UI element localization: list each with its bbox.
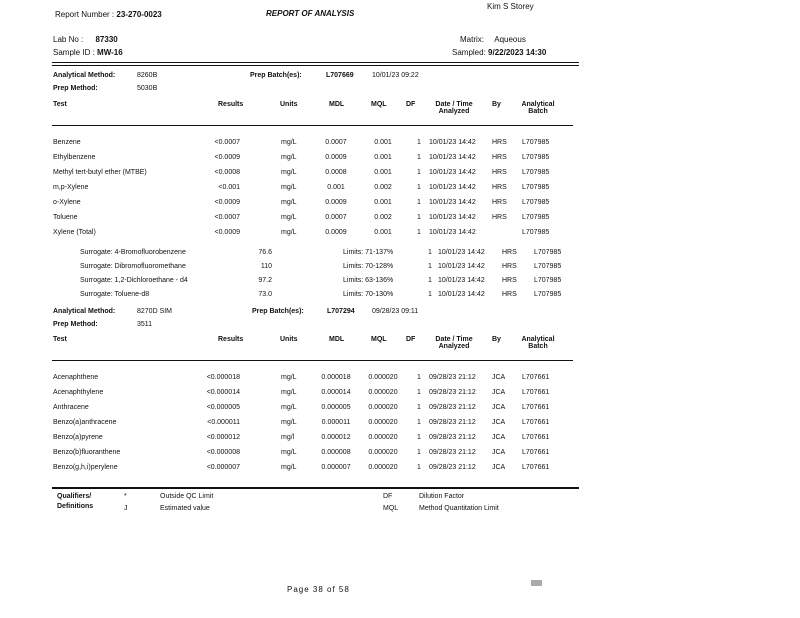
cell-batch: L707985 xyxy=(522,139,550,146)
cell-datetime: 10/01/23 14:42 xyxy=(429,229,476,236)
cell-mdl: 0.0007 xyxy=(325,214,347,221)
sample-id xyxy=(53,48,123,57)
s2-method: 8270D SIM xyxy=(137,308,173,315)
cell-result: <0.000012 xyxy=(206,434,240,441)
cell-mdl: 0.000018 xyxy=(321,374,351,381)
cell-df: 1 xyxy=(417,449,421,456)
cell-units: mg/L xyxy=(281,419,297,426)
surrogate-name: Surrogate: Toluene-d8 xyxy=(80,291,150,298)
surrogate-result: 110 xyxy=(260,263,272,270)
cell-mql: 0.000020 xyxy=(368,374,398,381)
cell-mdl: 0.001 xyxy=(327,184,345,191)
s1-prep-batch: L707669 xyxy=(326,72,354,79)
cell-by: JCA xyxy=(492,449,506,456)
cell-mql: 0.000020 xyxy=(368,449,398,456)
s1-prep-method-label: Prep Method: xyxy=(53,85,98,92)
cell-batch: L707661 xyxy=(522,374,550,381)
cell-test: Methyl tert-butyl ether (MTBE) xyxy=(53,169,147,176)
lab-no-value: 87330 xyxy=(95,35,118,44)
cell-df: 1 xyxy=(417,374,421,381)
matrix-label: Matrix: xyxy=(460,35,484,44)
page-number: Page 38 of 58 xyxy=(287,585,350,594)
cell-mdl: 0.0008 xyxy=(325,169,347,176)
s2-col-batch-1: Analytical xyxy=(521,336,555,343)
q2-symbol: J xyxy=(124,505,128,512)
cell-units: mg/L xyxy=(281,404,297,411)
surrogate-name: Surrogate: 4-Bromofluorobenzene xyxy=(80,249,186,256)
cell-batch: L707985 xyxy=(522,214,550,221)
s1-method-label: Analytical Method: xyxy=(53,72,116,79)
s1-prep-batch-label: Prep Batch(es): xyxy=(250,72,302,79)
surrogate-batch: L707985 xyxy=(534,291,562,298)
cell-result: <0.0008 xyxy=(214,169,240,176)
q2-text: Estimated value xyxy=(160,505,210,512)
cell-mql: 0.001 xyxy=(374,199,392,206)
s2-col-batch-2: Batch xyxy=(528,343,548,350)
cell-result: <0.001 xyxy=(218,184,240,191)
s2-col-datetime-2: Analyzed xyxy=(438,343,470,350)
cell-df: 1 xyxy=(417,434,421,441)
cell-datetime: 10/01/23 14:42 xyxy=(429,199,476,206)
cell-test: Benzene xyxy=(53,139,81,146)
cell-mdl: 0.000014 xyxy=(321,389,351,396)
s1-prep-method: 5030B xyxy=(137,85,158,92)
cell-units: mg/L xyxy=(281,229,297,236)
s1-prep-batch-date: 10/01/23 09:22 xyxy=(372,72,419,79)
surrogate-df: 1 xyxy=(428,263,432,270)
s2-prep-batch-date: 09/28/23 09:11 xyxy=(372,308,419,315)
cell-test: Benzo(a)pyrene xyxy=(53,434,103,441)
surrogate-df: 1 xyxy=(428,249,432,256)
s2-header-rule xyxy=(52,360,573,361)
cell-result: <0.000014 xyxy=(206,389,240,396)
s2-prep-batch: L707294 xyxy=(327,308,355,315)
cell-by: JCA xyxy=(492,464,506,471)
cell-test: Benzo(a)anthracene xyxy=(53,419,117,426)
cell-mql: 0.002 xyxy=(374,214,392,221)
surrogate-limits: Limits: 70-130% xyxy=(343,291,394,298)
surrogate-by: HRS xyxy=(502,291,517,298)
s2-col-by: By xyxy=(492,336,501,343)
s2-col-test: Test xyxy=(53,336,67,343)
s2-col-units: Units xyxy=(280,336,298,343)
report-number-label: Report Number : xyxy=(55,10,115,19)
cell-batch: L707985 xyxy=(522,199,550,206)
cell-df: 1 xyxy=(417,214,421,221)
q1-text: Outside QC Limit xyxy=(160,493,214,500)
cell-test: Toluene xyxy=(53,214,78,221)
cell-mql: 0.000020 xyxy=(368,389,398,396)
surrogate-batch: L707985 xyxy=(534,249,562,256)
cell-mql: 0.001 xyxy=(374,169,392,176)
sampled-value: 9/22/2023 14:30 xyxy=(488,48,547,57)
cell-mql: 0.000020 xyxy=(368,419,398,426)
s1-col-test: Test xyxy=(53,101,67,108)
cell-datetime: 09/28/23 21:12 xyxy=(429,464,476,471)
surrogate-by: HRS xyxy=(502,263,517,270)
cell-result: <0.0009 xyxy=(214,229,240,236)
cell-units: mg/L xyxy=(281,199,297,206)
s1-col-mdl: MDL xyxy=(329,101,345,108)
cell-datetime: 10/01/23 14:42 xyxy=(429,214,476,221)
s2-col-mdl: MDL xyxy=(329,336,345,343)
cell-mdl: 0.000011 xyxy=(321,419,351,426)
cell-df: 1 xyxy=(417,229,421,236)
surrogate-limits: Limits: 63-136% xyxy=(343,277,394,284)
s2-col-mql: MQL xyxy=(371,336,387,343)
mql-abbr: MQL xyxy=(383,505,399,512)
cell-result: <0.000008 xyxy=(206,449,240,456)
s1-col-datetime-2: Analyzed xyxy=(438,108,470,115)
cell-units: mg/l xyxy=(281,434,295,441)
sample-id-label: Sample ID : xyxy=(53,48,95,57)
qualifiers-label-2: Definitions xyxy=(57,503,94,510)
surrogate-limits: Limits: 70-128% xyxy=(343,263,394,270)
cell-datetime: 09/28/23 21:12 xyxy=(429,419,476,426)
cell-units: mg/L xyxy=(281,214,297,221)
cell-df: 1 xyxy=(417,199,421,206)
surrogate-batch: L707985 xyxy=(534,263,562,270)
cell-batch: L707985 xyxy=(522,169,550,176)
cell-datetime: 10/01/23 14:42 xyxy=(429,184,476,191)
lab-no-label: Lab No : xyxy=(53,35,84,44)
cell-batch: L707661 xyxy=(522,389,550,396)
lab-no xyxy=(53,35,118,44)
cell-by: JCA xyxy=(492,404,506,411)
s1-col-df: DF xyxy=(406,101,416,108)
header-rule-1 xyxy=(52,62,579,63)
cell-test: Anthracene xyxy=(53,404,89,411)
cell-datetime: 10/01/23 14:42 xyxy=(429,169,476,176)
surrogate-by: HRS xyxy=(502,277,517,284)
cell-mdl: 0.0009 xyxy=(325,154,347,161)
cell-result: <0.0007 xyxy=(214,139,240,146)
s1-method: 8260B xyxy=(137,72,158,79)
cell-result: <0.000007 xyxy=(206,464,240,471)
cell-mdl: 0.0009 xyxy=(325,199,347,206)
cell-result: <0.0007 xyxy=(214,214,240,221)
s2-prep-batch-label: Prep Batch(es): xyxy=(252,308,304,315)
cell-mdl: 0.000007 xyxy=(321,464,351,471)
surrogate-by: HRS xyxy=(502,249,517,256)
cell-df: 1 xyxy=(417,154,421,161)
cell-test: Benzo(b)fluoranthene xyxy=(53,449,121,456)
cell-datetime: 09/28/23 21:12 xyxy=(429,374,476,381)
sampled xyxy=(452,48,546,57)
cell-batch: L707661 xyxy=(522,419,550,426)
surrogate-result: 97.2 xyxy=(258,277,272,284)
cell-units: mg/L xyxy=(281,449,297,456)
footer-rule xyxy=(52,487,579,489)
s1-col-datetime-1: Date / Time xyxy=(435,101,473,108)
cell-df: 1 xyxy=(417,389,421,396)
cell-units: mg/L xyxy=(281,389,297,396)
s2-col-datetime xyxy=(424,336,484,350)
cell-test: Acenaphthylene xyxy=(53,389,104,396)
cell-test: Ethylbenzene xyxy=(53,154,96,161)
cell-test: Acenaphthene xyxy=(53,374,99,381)
cell-test: Xylene (Total) xyxy=(53,229,96,236)
cell-units: mg/L xyxy=(281,169,297,176)
cell-result: <0.0009 xyxy=(214,199,240,206)
cell-batch: L707661 xyxy=(522,464,550,471)
surrogate-datetime: 10/01/23 14:42 xyxy=(438,277,485,284)
cell-units: mg/L xyxy=(281,154,297,161)
s2-prep-method-label: Prep Method: xyxy=(53,321,98,328)
df-text: Dilution Factor xyxy=(419,493,465,500)
surrogate-result: 76.6 xyxy=(258,249,272,256)
cell-by: JCA xyxy=(492,389,506,396)
cell-mql: 0.001 xyxy=(374,139,392,146)
qualifiers-label-1: Qualifiers/ xyxy=(57,493,92,500)
cell-df: 1 xyxy=(417,184,421,191)
sampled-label: Sampled: xyxy=(452,48,486,57)
s1-col-mql: MQL xyxy=(371,101,387,108)
s1-col-batch-1: Analytical xyxy=(521,101,555,108)
cell-batch: L707661 xyxy=(522,404,550,411)
cell-datetime: 10/01/23 14:42 xyxy=(429,139,476,146)
cell-datetime: 09/28/23 21:12 xyxy=(429,449,476,456)
cell-mql: 0.001 xyxy=(374,229,392,236)
surrogate-df: 1 xyxy=(428,291,432,298)
cell-datetime: 09/28/23 21:12 xyxy=(429,434,476,441)
s1-col-units: Units xyxy=(280,101,298,108)
cell-df: 1 xyxy=(417,169,421,176)
cell-mql: 0.002 xyxy=(374,184,392,191)
cell-test: Benzo(g,h,i)perylene xyxy=(53,464,118,471)
cell-mql: 0.000020 xyxy=(368,464,398,471)
cell-test: m,p-Xylene xyxy=(53,184,89,191)
s1-col-batch xyxy=(510,101,566,115)
surrogate-result: 73.0 xyxy=(258,291,272,298)
cell-units: mg/L xyxy=(281,464,297,471)
cell-batch: L707985 xyxy=(522,229,550,236)
cell-units: mg/L xyxy=(281,374,297,381)
surrogate-name: Surrogate: 1,2-Dichloroethane - d4 xyxy=(80,277,188,284)
surrogate-limits: Limits: 71-137% xyxy=(343,249,394,256)
cell-datetime: 10/01/23 14:42 xyxy=(429,154,476,161)
cell-datetime: 09/28/23 21:12 xyxy=(429,389,476,396)
cell-batch: L707661 xyxy=(522,449,550,456)
report-number-value: 23-270-0023 xyxy=(116,10,162,19)
surrogate-datetime: 10/01/23 14:42 xyxy=(438,263,485,270)
cell-df: 1 xyxy=(417,139,421,146)
df-abbr: DF xyxy=(383,493,393,500)
scan-mark-icon xyxy=(531,580,542,586)
matrix-value: Aqueous xyxy=(494,35,526,44)
cell-mdl: 0.0009 xyxy=(325,229,347,236)
cell-mdl: 0.0007 xyxy=(325,139,347,146)
cell-by: HRS xyxy=(492,139,507,146)
s2-col-batch xyxy=(510,336,566,350)
surrogate-datetime: 10/01/23 14:42 xyxy=(438,249,485,256)
cell-by: HRS xyxy=(492,184,507,191)
q1-symbol: * xyxy=(124,493,127,500)
cell-by: JCA xyxy=(492,374,506,381)
cell-result: <0.0009 xyxy=(214,154,240,161)
cell-units: mg/L xyxy=(281,139,297,146)
mql-text: Method Quantitation Limit xyxy=(419,505,499,512)
qualifiers-label xyxy=(57,492,93,512)
report-number xyxy=(55,10,162,19)
cell-mql: 0.000020 xyxy=(368,404,398,411)
surrogate-name: Surrogate: Dibromofluoromethane xyxy=(80,263,186,270)
s2-method-label: Analytical Method: xyxy=(53,308,116,315)
surrogate-datetime: 10/01/23 14:42 xyxy=(438,291,485,298)
cell-result: <0.000005 xyxy=(206,404,240,411)
cell-df: 1 xyxy=(417,419,421,426)
cell-mdl: 0.000012 xyxy=(321,434,351,441)
matrix xyxy=(460,35,526,44)
surrogate-batch: L707985 xyxy=(534,277,562,284)
cell-by: HRS xyxy=(492,214,507,221)
sample-id-value: MW-16 xyxy=(97,48,123,57)
s2-col-datetime-1: Date / Time xyxy=(435,336,473,343)
s1-col-batch-2: Batch xyxy=(528,108,548,115)
cell-mdl: 0.000008 xyxy=(321,449,351,456)
cell-df: 1 xyxy=(417,464,421,471)
cell-mql: 0.000020 xyxy=(368,434,398,441)
cell-df: 1 xyxy=(417,404,421,411)
cell-datetime: 09/28/23 21:12 xyxy=(429,404,476,411)
cell-by: JCA xyxy=(492,419,506,426)
cell-test: o-Xylene xyxy=(53,199,81,206)
cell-batch: L707985 xyxy=(522,154,550,161)
cell-by: HRS xyxy=(492,154,507,161)
cell-batch: L707985 xyxy=(522,184,550,191)
s1-col-by: By xyxy=(492,101,501,108)
cell-by: JCA xyxy=(492,434,506,441)
header-rule-2 xyxy=(52,65,579,66)
cell-batch: L707661 xyxy=(522,434,550,441)
cell-by: HRS xyxy=(492,169,507,176)
cell-units: mg/L xyxy=(281,184,297,191)
s2-col-df: DF xyxy=(406,336,416,343)
cell-result: <0.000011 xyxy=(207,419,240,426)
cell-mdl: 0.000005 xyxy=(321,404,351,411)
s1-header-rule xyxy=(52,125,573,126)
cell-mql: 0.001 xyxy=(374,154,392,161)
s2-col-results: Results xyxy=(218,336,244,343)
surrogate-df: 1 xyxy=(428,277,432,284)
s1-col-results: Results xyxy=(218,101,244,108)
cell-result: <0.000018 xyxy=(206,374,240,381)
client-name: Kim S Storey xyxy=(487,2,534,11)
report-title: REPORT OF ANALYSIS xyxy=(266,9,355,18)
s1-col-datetime xyxy=(424,101,484,115)
cell-by: HRS xyxy=(492,199,507,206)
s2-prep-method: 3511 xyxy=(137,321,153,328)
